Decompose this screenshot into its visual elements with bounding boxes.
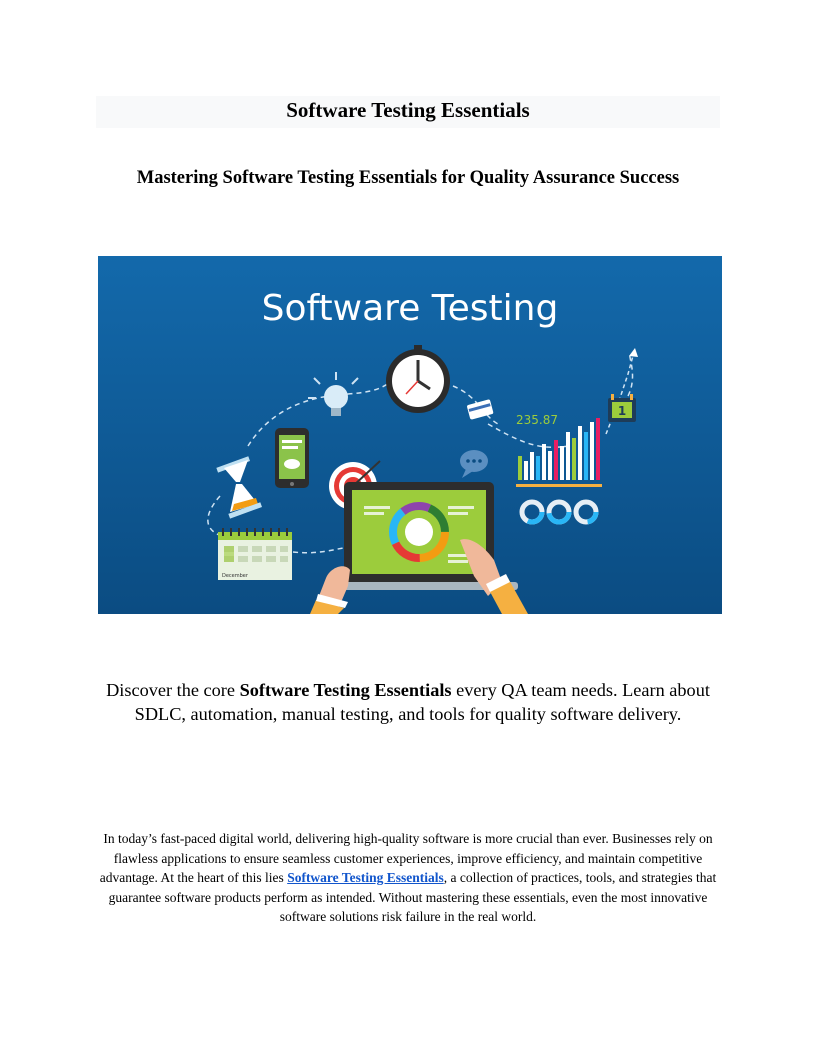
- intro-paragraph: [96, 678, 720, 726]
- intro-bold-keyword: Software Testing Essentials: [239, 680, 452, 700]
- intro-text-after: every QA team needs. Learn about SDLC, automation, manual testing, and tools for quality software delivery.: [134, 680, 710, 724]
- body-text-after-link: , a collection of practices, tools, and strategies that guarantee software products perform as intended. Without mastering these essentials, even the most innovative software solutions risk failure in the real world.: [108, 870, 717, 925]
- badge-number: 1: [617, 404, 627, 418]
- hero-heading: Software Testing: [261, 288, 559, 329]
- page-subtitle: Mastering Software Testing Essentials for Quality Assurance Success: [136, 168, 680, 188]
- stat-value: 235.87: [516, 413, 558, 427]
- calendar-icon: [218, 528, 292, 580]
- software-testing-essentials-link[interactable]: Software Testing Essentials: [287, 870, 444, 886]
- intro-text-before: Discover the core: [106, 680, 240, 700]
- smartphone-icon: [275, 428, 309, 488]
- page-title: Software Testing Essentials: [286, 98, 530, 122]
- hero-illustration: [98, 256, 722, 614]
- body-text-before-link: In today’s fast-paced digital world, delivering high-quality software is more crucial than ever. Businesses rely on flawless applications to ensure seamless customer experiences, improve efficiency, and maintain competitive advantage. At the heart of this lies: [99, 831, 713, 886]
- badge-icon: [608, 394, 636, 422]
- calendar-label: December: [222, 573, 248, 579]
- body-paragraph: [96, 829, 720, 927]
